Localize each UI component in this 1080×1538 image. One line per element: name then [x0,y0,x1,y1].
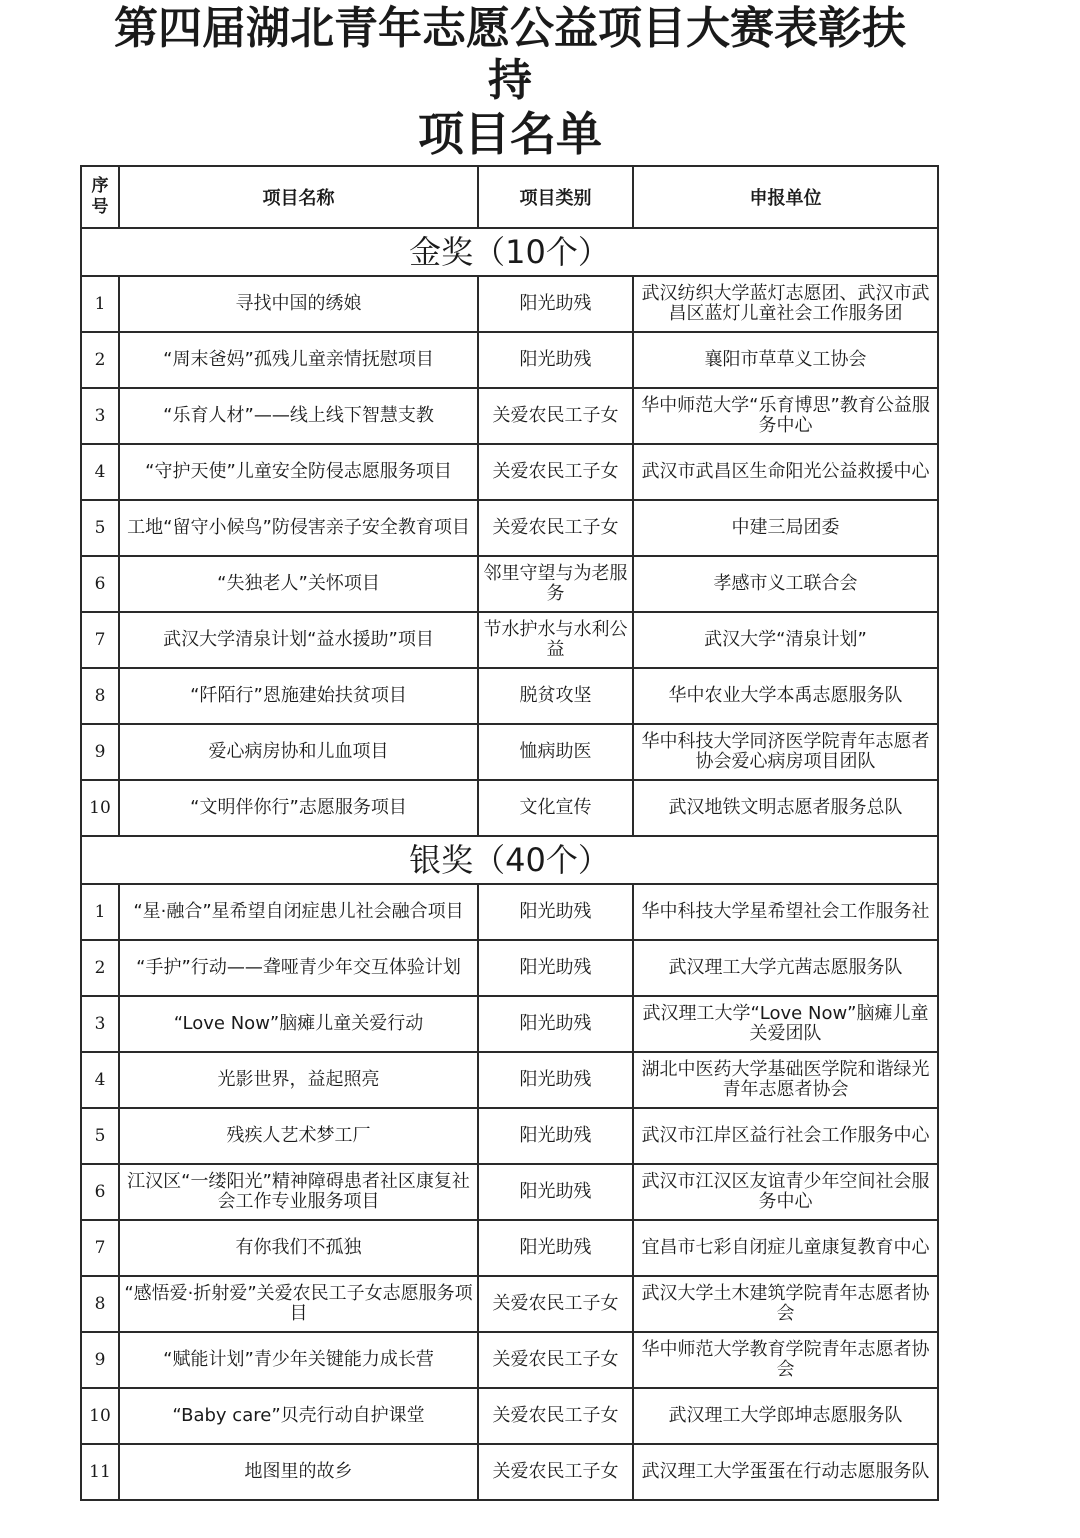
row-number: 10 [81,1388,119,1444]
project-category: 阳光助残 [478,1164,633,1220]
applicant-unit: 武汉市江岸区益行社会工作服务中心 [633,1108,938,1164]
applicant-unit: 湖北中医药大学基础医学院和谐绿光青年志愿者协会 [633,1052,938,1108]
project-name: 有你我们不孤独 [119,1220,478,1276]
project-name: “守护天使”儿童安全防侵志愿服务项目 [119,444,478,500]
table-row [81,1332,938,1388]
row-number: 11 [81,1444,119,1500]
project-name: “Baby care”贝壳行动自护课堂 [119,1388,478,1444]
document-subtitle: 项目名单 [418,107,602,161]
table-row [81,1164,938,1220]
row-number: 8 [81,1276,119,1332]
section-title-silver: 银奖（40个） [81,836,938,884]
applicant-unit: 武汉理工大学“Love Now”脑瘫儿童关爱团队 [633,996,938,1052]
project-name: 武汉大学清泉计划“益水援助”项目 [119,612,478,668]
applicant-unit: 孝感市义工联合会 [633,556,938,612]
row-number: 4 [81,444,119,500]
table-row [81,444,938,500]
row-number: 9 [81,724,119,780]
row-number: 4 [81,1052,119,1108]
table-row [81,940,938,996]
project-category: 阳光助残 [478,332,633,388]
project-category: 邻里守望与为老服务 [478,556,633,612]
section-header-row [81,228,938,276]
table-row [81,1220,938,1276]
project-category: 关爱农民工子女 [478,444,633,500]
table-row [81,668,938,724]
table-row [81,1108,938,1164]
project-name: “失独老人”关怀项目 [119,556,478,612]
applicant-unit: 武汉理工大学亢茜志愿服务队 [633,940,938,996]
project-name: 爱心病房协和儿血项目 [119,724,478,780]
applicant-unit: 华中农业大学本禹志愿服务队 [633,668,938,724]
row-number: 7 [81,1220,119,1276]
project-category: 阳光助残 [478,1052,633,1108]
applicant-unit: 宜昌市七彩自闭症儿童康复教育中心 [633,1220,938,1276]
project-category: 关爱农民工子女 [478,1276,633,1332]
header-project-name: 项目名称 [119,166,478,228]
row-number: 2 [81,332,119,388]
applicant-unit: 武汉市武昌区生命阳光公益救援中心 [633,444,938,500]
applicant-unit: 武汉大学土木建筑学院青年志愿者协会 [633,1276,938,1332]
project-category: 恤病助医 [478,724,633,780]
applicant-unit: 华中师范大学教育学院青年志愿者协会 [633,1332,938,1388]
row-number: 6 [81,556,119,612]
applicant-unit: 武汉理工大学郎坤志愿服务队 [633,1388,938,1444]
project-name: “Love Now”脑瘫儿童关爱行动 [119,996,478,1052]
applicant-unit: 襄阳市草草义工协会 [633,332,938,388]
row-number: 7 [81,612,119,668]
project-name: “手护”行动——聋哑青少年交互体验计划 [119,940,478,996]
row-number: 6 [81,1164,119,1220]
table-row [81,884,938,940]
table-row [81,724,938,780]
project-name: “文明伴你行”志愿服务项目 [119,780,478,836]
row-number: 5 [81,500,119,556]
project-name: 工地“留守小候鸟”防侵害亲子安全教育项目 [119,500,478,556]
table-row [81,276,938,332]
row-number: 1 [81,884,119,940]
project-name: “周末爸妈”孤残儿童亲情抚慰项目 [119,332,478,388]
project-category: 关爱农民工子女 [478,1332,633,1388]
project-name: “阡陌行”恩施建始扶贫项目 [119,668,478,724]
row-number: 8 [81,668,119,724]
project-name: “感悟爱·折射爱”关爱农民工子女志愿服务项目 [119,1276,478,1332]
row-number: 9 [81,1332,119,1388]
table-header-row [81,166,938,228]
award-table [80,165,939,1501]
section-header-row [81,836,938,884]
applicant-unit: 武汉纺织大学蓝灯志愿团、武汉市武昌区蓝灯儿童社会工作服务团 [633,276,938,332]
project-name: 残疾人艺术梦工厂 [119,1108,478,1164]
project-category: 文化宣传 [478,780,633,836]
section-title-gold: 金奖（10个） [81,228,938,276]
project-category: 阳光助残 [478,276,633,332]
project-name: “赋能计划”青少年关键能力成长营 [119,1332,478,1388]
project-name: “星·融合”星希望自闭症患儿社会融合项目 [119,884,478,940]
table-row [81,1052,938,1108]
project-category: 脱贫攻坚 [478,668,633,724]
project-category: 阳光助残 [478,1108,633,1164]
project-name: 寻找中国的绣娘 [119,276,478,332]
project-category: 阳光助残 [478,940,633,996]
row-number: 1 [81,276,119,332]
project-name: “乐育人材”——线上线下智慧支教 [119,388,478,444]
applicant-unit: 武汉地铁文明志愿者服务总队 [633,780,938,836]
project-category: 节水护水与水利公益 [478,612,633,668]
header-seq: 序号 [81,166,119,228]
project-category: 关爱农民工子女 [478,500,633,556]
table-row [81,556,938,612]
row-number: 3 [81,388,119,444]
document-title-line-2: 持 [488,55,532,106]
project-category: 关爱农民工子女 [478,1388,633,1444]
applicant-unit: 武汉大学“清泉计划” [633,612,938,668]
row-number: 10 [81,780,119,836]
applicant-unit: 武汉理工大学蛋蛋在行动志愿服务队 [633,1444,938,1500]
applicant-unit: 华中科技大学星希望社会工作服务社 [633,884,938,940]
project-category: 阳光助残 [478,1220,633,1276]
table-row [81,332,938,388]
applicant-unit: 中建三局团委 [633,500,938,556]
project-category: 关爱农民工子女 [478,1444,633,1500]
applicant-unit: 华中科技大学同济医学院青年志愿者协会爱心病房项目团队 [633,724,938,780]
header-applicant-unit: 申报单位 [633,166,938,228]
header-category: 项目类别 [478,166,633,228]
document-title-line-1: 第四届湖北青年志愿公益项目大赛表彰扶 [114,3,906,54]
table-row [81,780,938,836]
table-row [81,1388,938,1444]
project-category: 关爱农民工子女 [478,388,633,444]
row-number: 2 [81,940,119,996]
table-row [81,1276,938,1332]
applicant-unit: 华中师范大学“乐育博思”教育公益服务中心 [633,388,938,444]
project-category: 阳光助残 [478,996,633,1052]
project-name: 地图里的故乡 [119,1444,478,1500]
row-number: 5 [81,1108,119,1164]
table-row [81,388,938,444]
applicant-unit: 武汉市江汉区友谊青少年空间社会服务中心 [633,1164,938,1220]
project-name: 江汉区“一缕阳光”精神障碍患者社区康复社会工作专业服务项目 [119,1164,478,1220]
row-number: 3 [81,996,119,1052]
table-row [81,1444,938,1500]
project-name: 光影世界，益起照亮 [119,1052,478,1108]
project-category: 阳光助残 [478,884,633,940]
table-row [81,996,938,1052]
table-row [81,500,938,556]
table-row [81,612,938,668]
